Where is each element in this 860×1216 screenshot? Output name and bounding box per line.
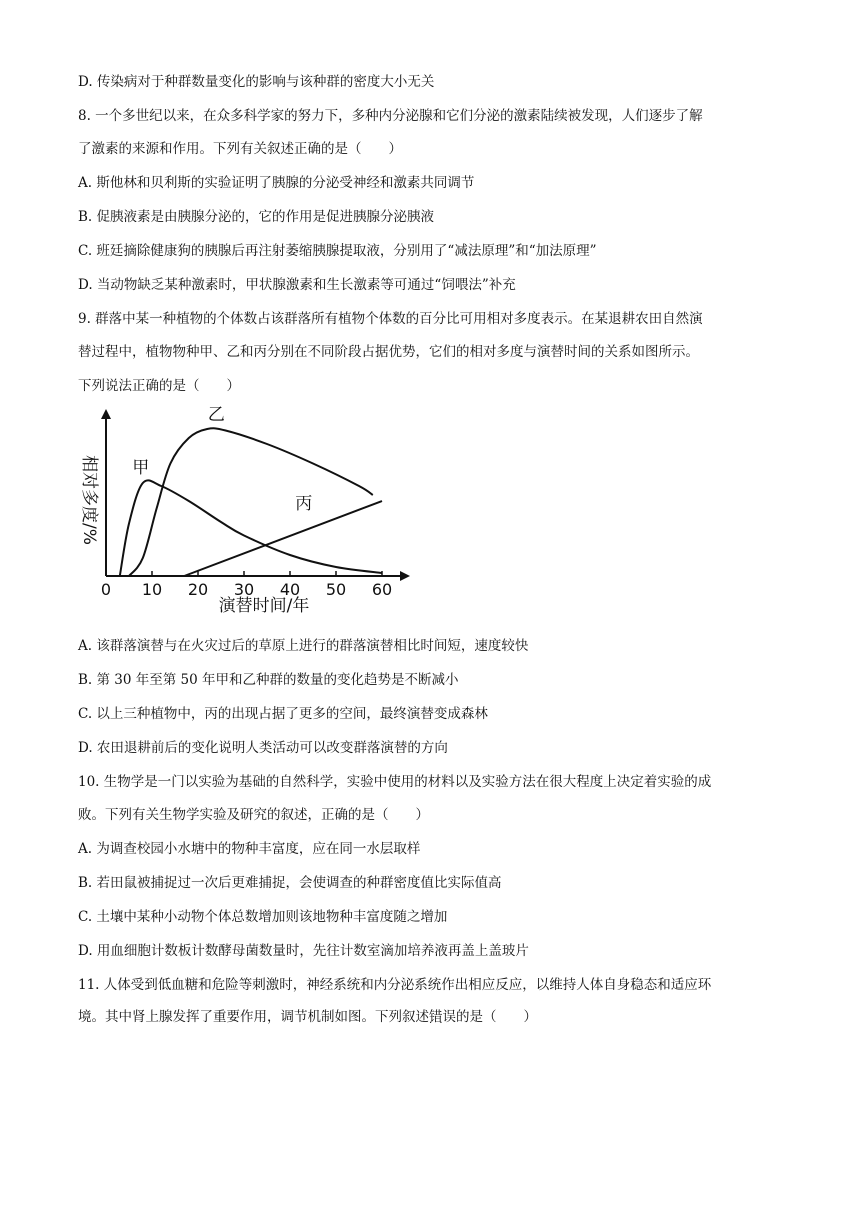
x-tick-label: 20 (187, 580, 209, 599)
y-axis-title: 相对多度/% (79, 455, 99, 545)
q8-stem-line-2: 了激素的来源和作用。下列有关叙述正确的是（ ） (78, 141, 402, 157)
q11-stem-line-1: 11. 人体受到低血糖和危险等刺激时，神经系统和内分泌系统作出相应反应，以维持人体自身稳态和适应环 (78, 977, 712, 993)
series-label: 甲 (132, 458, 150, 478)
q10-stem-line-1: 10. 生物学是一门以实验为基础的自然科学，实验中使用的材料以及实验方法在很大程度上决定着实验的成 (78, 774, 712, 790)
series-label: 乙 (207, 405, 225, 425)
q8-option-b: B. 促胰液素是由胰腺分泌的，它的作用是促进胰腺分泌胰液 (78, 209, 435, 225)
q10-stem-line-2: 败。下列有关生物学实验及研究的叙述，正确的是（ ） (78, 807, 429, 823)
q9-option-b: B. 第 30 年至第 50 年甲和乙种群的数量的变化趋势是不断减小 (78, 672, 459, 688)
q9-option-d: D. 农田退耕前后的变化说明人类活动可以改变群落演替的方向 (78, 740, 448, 756)
q10-option-d: D. 用血细胞计数板计数酵母菌数量时，先往计数室滴加培养液再盖上盖玻片 (78, 943, 529, 959)
x-tick-label: 10 (141, 580, 163, 599)
chart-series-layer (120, 428, 382, 576)
q9-stem-line-2: 替过程中，植物物种甲、乙和丙分别在不同阶段占据优势，它们的相对多度与演替时间的关系如图所示。 (78, 344, 699, 360)
q10-option-c: C. 土壤中某种小动物个体总数增加则该地物种丰富度随之增加 (78, 909, 448, 925)
q10-option-b: B. 若田鼠被捕捉过一次后更难捕捉，会使调查的种群密度值比实际值高 (78, 875, 502, 891)
x-tick-label: 50 (325, 580, 347, 599)
y-axis-arrow (101, 409, 111, 419)
x-tick-label: 60 (371, 580, 393, 599)
q11-emphasis-word: 错误 · · (429, 1009, 456, 1025)
q8-option-a: A. 斯他林和贝利斯的实验证明了胰腺的分泌受神经和激素共同调节 (78, 175, 475, 191)
q11-stem-part-2: 的是（ ） (456, 1009, 537, 1025)
succession-chart (72, 405, 422, 620)
q9-option-c: C. 以上三种植物中，丙的出现占据了更多的空间，最终演替变成森林 (78, 706, 488, 722)
q7-option-d: D. 传染病对于种群数量变化的影响与该种群的密度大小无关 (78, 74, 435, 90)
series-line-丙 (184, 501, 382, 576)
q10-option-a: A. 为调查校园小水塘中的物种丰富度，应在同一水层取样 (78, 841, 421, 857)
x-tick-label: 40 (279, 580, 301, 599)
series-label: 丙 (295, 494, 313, 514)
q8-stem-line-1: 8. 一个多世纪以来，在众多科学家的努力下，多种内分泌腺和它们分泌的激素陆续被发现，人们逐步了解 (78, 108, 703, 124)
x-tick-label: 0 (100, 580, 112, 599)
q9-stem-line-1: 9. 群落中某一种植物的个体数占该群落所有植物个体数的百分比可用相对多度表示。在某退耕农田自然演 (78, 311, 703, 327)
series-line-甲 (120, 480, 382, 576)
x-tick-label: 30 (233, 580, 255, 599)
q11-stem-line-2 (78, 1007, 537, 1027)
q9-stem-line-3: 下列说法正确的是（ ） (78, 378, 240, 394)
series-line-乙 (129, 428, 373, 576)
x-axis-arrow (400, 571, 410, 581)
q9-option-a: A. 该群落演替与在火灾过后的草原上进行的群落演替相比时间短，速度较快 (78, 638, 529, 654)
q8-option-c: C. 班廷摘除健康狗的胰腺后再注射萎缩胰腺提取液，分别用了“减法原理”和“加法原理” (78, 243, 597, 259)
q11-stem-part-1: 境。其中肾上腺发挥了重要作用，调节机制如图。下列叙述 (78, 1009, 429, 1025)
chart-axes (79, 409, 410, 616)
q8-option-d: D. 当动物缺乏某种激素时，甲状腺激素和生长激素等可通过“饲喂法”补充 (78, 277, 516, 293)
x-axis-title: 演替时间/年 (218, 596, 310, 616)
